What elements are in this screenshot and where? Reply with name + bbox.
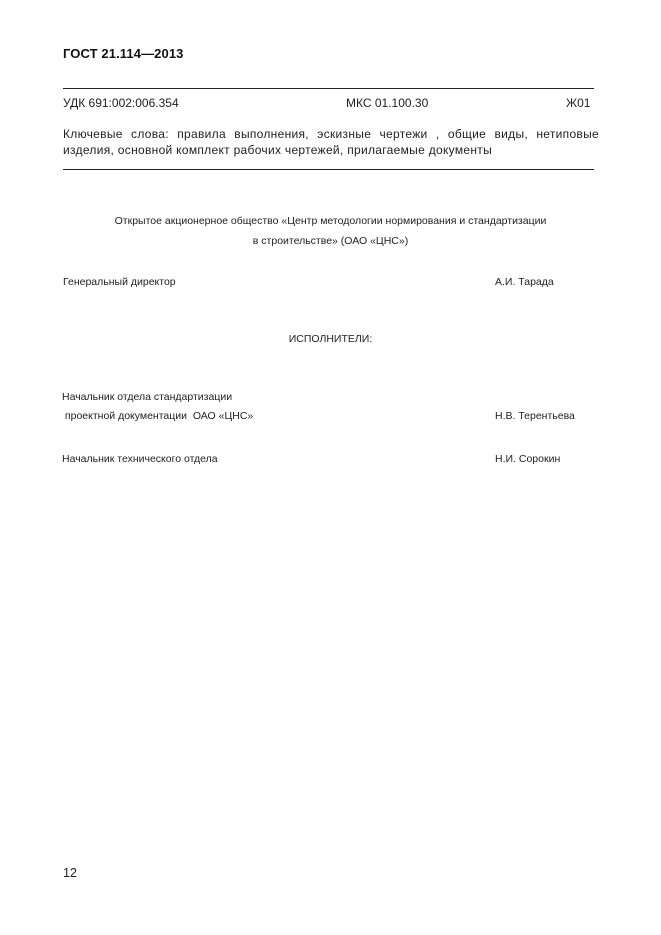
performer-2-name: Н.И. Сорокин: [495, 453, 561, 465]
classification-code: Ж01: [566, 96, 591, 110]
performer-2-position: Начальник технического отдела: [62, 453, 218, 465]
udk-code: УДК 691:002:006.354: [63, 96, 179, 110]
director-position: Генеральный директор: [63, 276, 176, 288]
performer-1-position-line-1: Начальник отдела стандартизации: [62, 391, 233, 403]
director-name: А.И. Тарада: [495, 276, 554, 288]
keywords-text: Ключевые слова: правила выполнения, эскизные чертежи , общие виды, нетиповые изделия, основной комплект рабочих чертежей, прилагаемые документы: [63, 127, 599, 157]
standard-code-header: ГОСТ 21.114—2013: [63, 46, 184, 61]
page-number: 12: [63, 866, 77, 880]
performer-1-position-line-2: проектной документации ОАО «ЦНС»: [62, 410, 254, 422]
organization-line-2: в строительстве» (ОАО «ЦНС»): [252, 235, 409, 247]
bottom-divider: [63, 169, 594, 170]
performer-1-name: Н.В. Терентьева: [495, 410, 575, 422]
performers-heading: ИСПОЛНИТЕЛИ:: [288, 333, 373, 345]
top-divider: [63, 88, 594, 89]
organization-line-1: Открытое акционерное общество «Центр методологии нормирования и стандартизации: [114, 215, 547, 227]
mks-code: МКС 01.100.30: [346, 96, 429, 110]
